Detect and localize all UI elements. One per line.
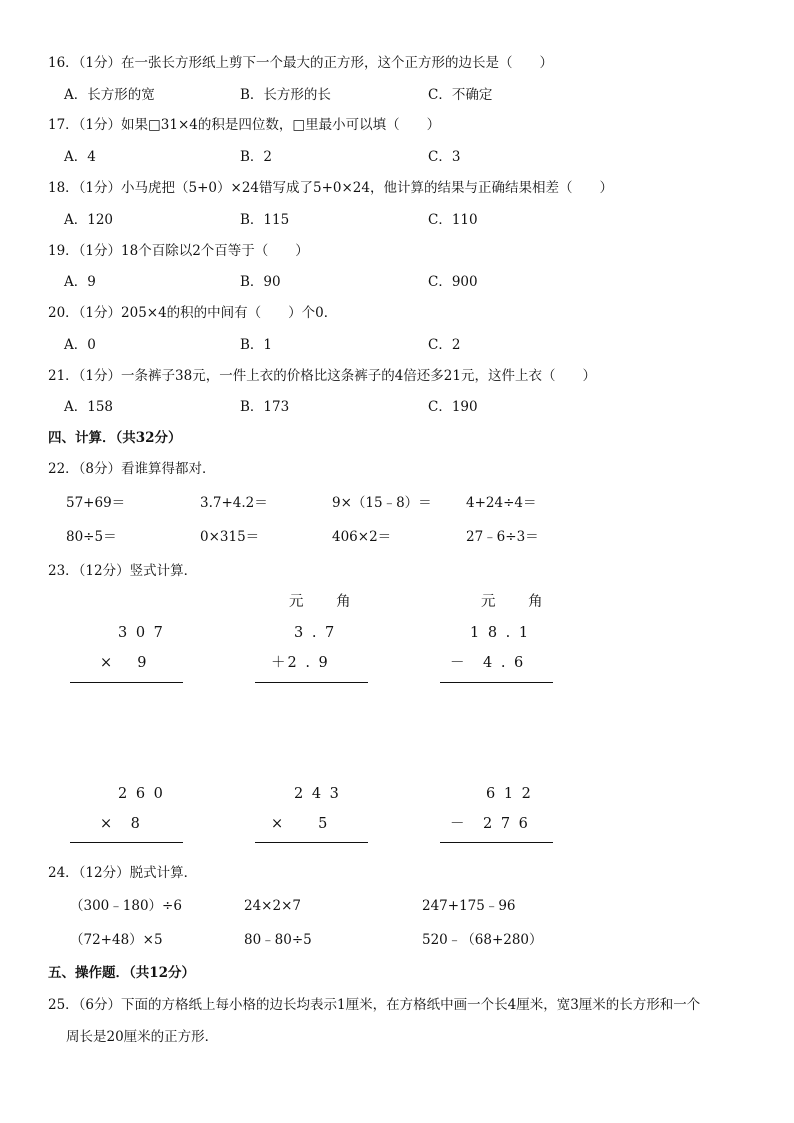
unit-label: 元 角 [481,594,557,610]
option-b: B．1 [240,337,273,353]
oral-calc-item: 9×（15﹣8）＝ [332,495,432,511]
oral-calc-item: 0×315＝ [200,529,260,545]
oral-calc-item: 80÷5＝ [66,529,117,545]
stepwise-item: 80﹣80÷5 [244,932,312,948]
option-a: A．158 [64,399,114,415]
option-b: B．长方形的长 [240,87,331,103]
vertical-bottom: － 2 7 6 [450,816,530,832]
option-a: A．9 [64,274,96,290]
option-b: B．90 [240,274,281,290]
vertical-top: 6 1 2 [486,786,533,802]
vertical-line [440,842,553,843]
unit-label: 元 角 [289,594,365,610]
section-title: 四、计算．（共32分） [48,430,182,446]
vertical-top: 2 6 0 [118,786,165,802]
vertical-bottom: ＋2 . 9 [271,655,330,671]
vertical-bottom: × 8 [100,816,142,832]
oral-calc-item: 57+69＝ [66,495,126,511]
option-b: B．173 [240,399,290,415]
section-title: 五、操作题．（共12分） [48,965,196,981]
option-c: C．2 [428,337,461,353]
question-stem: 23．（12分）竖式计算． [48,563,198,579]
vertical-top: 3 0 7 [118,625,165,641]
question-stem: 18．（1分）小马虎把（5+0）×24错写成了5+0×24，他计算的结果与正确结果相差（ ） [48,180,613,196]
option-c: C．190 [428,399,478,415]
option-c: C．110 [428,212,478,228]
question-stem: 22．（8分）看谁算得都对． [48,461,216,477]
question-stem: 20．（1分）205×4的积的中间有（ ）个0． [48,305,338,321]
question-stem: 24．（12分）脱式计算． [48,865,198,881]
option-c: C．不确定 [428,87,493,103]
vertical-line [70,842,183,843]
stepwise-item: （72+48）×5 [70,932,163,948]
vertical-line [255,842,368,843]
option-b: B．115 [240,212,290,228]
question-stem: 25．（6分）下面的方格纸上每小格的边长均表示1厘米，在方格纸中画一个长4厘米，宽3厘米的长方形和一个 [48,997,701,1013]
stepwise-item: 520﹣（68+280） [422,932,543,948]
stepwise-item: （300﹣180）÷6 [70,898,182,914]
option-c: C．900 [428,274,478,290]
vertical-top: 3 . 7 [294,625,337,641]
option-a: A．长方形的宽 [64,87,155,103]
option-a: A．120 [64,212,114,228]
stepwise-item: 24×2×7 [244,898,301,914]
stepwise-item: 247+175﹣96 [422,898,516,914]
option-c: C．3 [428,149,461,165]
vertical-bottom: × 5 [271,816,330,832]
question-stem: 21．（1分）一条裤子38元，一件上衣的价格比这条裤子的4倍还多21元，这件上衣（ ） [48,368,596,384]
vertical-top: 1 8 . 1 [470,625,531,641]
vertical-bottom: × 9 [100,655,149,671]
question-stem: 17．（1分）如果□31×4的积是四位数，□里最小可以填（ ） [48,117,441,133]
vertical-line [70,682,183,683]
vertical-line [255,682,368,683]
option-a: A．4 [64,149,96,165]
question-stem: 19．（1分）18个百除以2个百等于（ ） [48,243,309,259]
question-stem-continued: 周长是20厘米的正方形． [66,1029,219,1045]
vertical-bottom: － 4 . 6 [450,655,526,671]
oral-calc-item: 3.7+4.2＝ [200,495,268,511]
oral-calc-item: 4+24÷4＝ [466,495,537,511]
oral-calc-item: 406×2＝ [332,529,392,545]
option-a: A．0 [64,337,96,353]
question-stem: 16．（1分）在一张长方形纸上剪下一个最大的正方形，这个正方形的边长是（ ） [48,55,554,71]
vertical-line [440,682,553,683]
oral-calc-item: 27﹣6÷3＝ [466,529,539,545]
vertical-top: 2 4 3 [294,786,341,802]
option-b: B．2 [240,149,273,165]
